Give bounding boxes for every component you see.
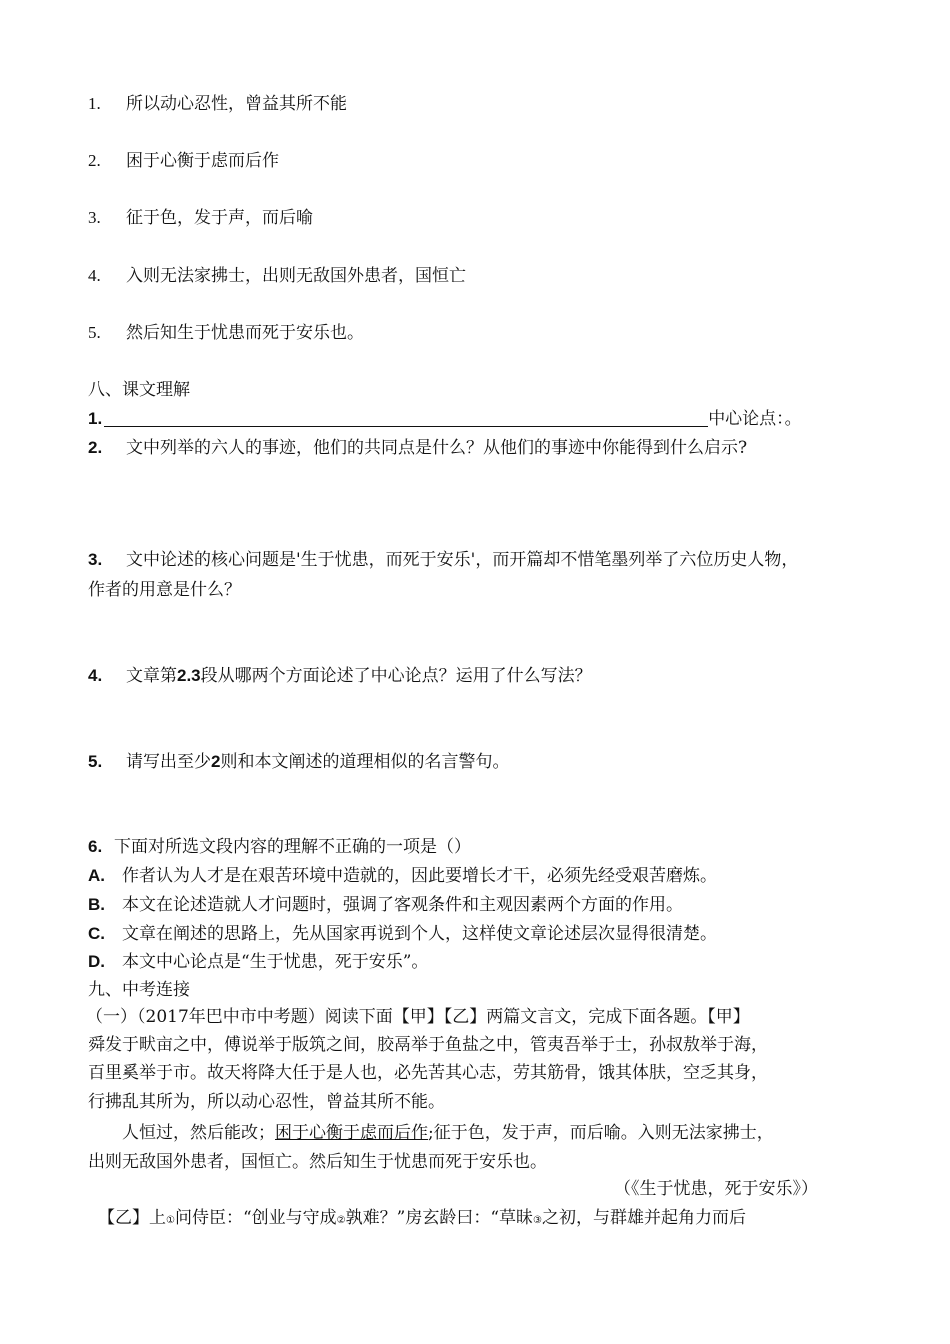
passage-jia-para2-line2: 出则无敌国外患者，国恒亡。然后知生于忧患而死于安乐也。	[88, 1152, 547, 1172]
passage-jia-para2: 人恒过，然后能改；困于心衡于虑而后作;征于色，发于声，而后喻。入则无法家拂士，	[122, 1123, 774, 1143]
question-5: 5. 请写出至少2则和本文阐述的道理相似的名言警句。	[88, 752, 510, 772]
question-1: 1. 中心论点：。	[88, 409, 802, 429]
option-c[interactable]: C. 文章在阐述的思路上，先从国家再说到个人，这样使文章论述层次显得很清楚。	[88, 924, 717, 944]
list-item: 3. 征于色，发于声，而后喻	[88, 208, 313, 228]
passage-yi: 【乙】上①问侍臣：“创业与守成②孰难？”房玄龄曰：“草昧③之初，与群雄并起角力而后	[98, 1208, 746, 1228]
question-3-line2: 作者的用意是什么？	[88, 580, 241, 600]
passage-jia-line: 舜发于畎亩之中，傅说举于版筑之间，胶鬲举于鱼盐之中，管夷吾举于士，孙叔敖举于海，	[88, 1035, 768, 1055]
question-3: 3. 文中论述的核心问题是'生于忧患，而死于安乐'，而开篇却不惜笔墨列举了六位历史人物，	[88, 550, 799, 570]
list-item: 5. 然后知生于忧患而死于安乐也。	[88, 323, 364, 343]
option-b[interactable]: B. 本文在论述造就人才问题时，强调了客观条件和主观因素两个方面的作用。	[88, 895, 683, 915]
list-item: 1. 所以动心忍性，曾益其所不能	[88, 94, 347, 114]
question-6: 6. 下面对所选文段内容的理解不正确的一项是（）	[88, 837, 471, 857]
passage-jia-line: 百里奚举于市。故天将降大任于是人也，必先苦其心志，劳其筋骨，饿其体肤，空乏其身，	[88, 1063, 768, 1083]
option-a[interactable]: A. 作者认为人才是在艰苦环境中造就的，因此要增长才干，必须先经受艰苦磨炼。	[88, 866, 717, 886]
section-title-9: 九、中考连接	[88, 980, 190, 1000]
underlined-sentence: 困于心衡于虑而后作	[275, 1123, 428, 1143]
answer-blank[interactable]	[104, 409, 708, 427]
list-item: 4. 入则无法家拂士，出则无敌国外患者，国恒亡	[88, 266, 466, 286]
passage-jia-line: 行拂乱其所为，所以动心忍性，曾益其所不能。	[88, 1092, 445, 1112]
question-2: 2. 文中列举的六人的事迹，他们的共同点是什么？从他们的事迹中你能得到什么启示?	[88, 438, 748, 458]
passage-source: （《生于忧患，死于安乐》）	[614, 1179, 818, 1199]
option-d[interactable]: D. 本文中心论点是“生于忧患，死于安乐”。	[88, 952, 429, 972]
list-item: 2. 困于心衡于虑而后作	[88, 151, 279, 171]
passage-intro: （一）（2017年巴中市中考题）阅读下面【甲】【乙】两篇文言文，完成下面各题。【甲】	[86, 1007, 750, 1027]
section-title-8: 八、课文理解	[88, 380, 190, 400]
question-4: 4. 文章第2.3段从哪两个方面论述了中心论点？运用了什么写法？	[88, 666, 592, 686]
